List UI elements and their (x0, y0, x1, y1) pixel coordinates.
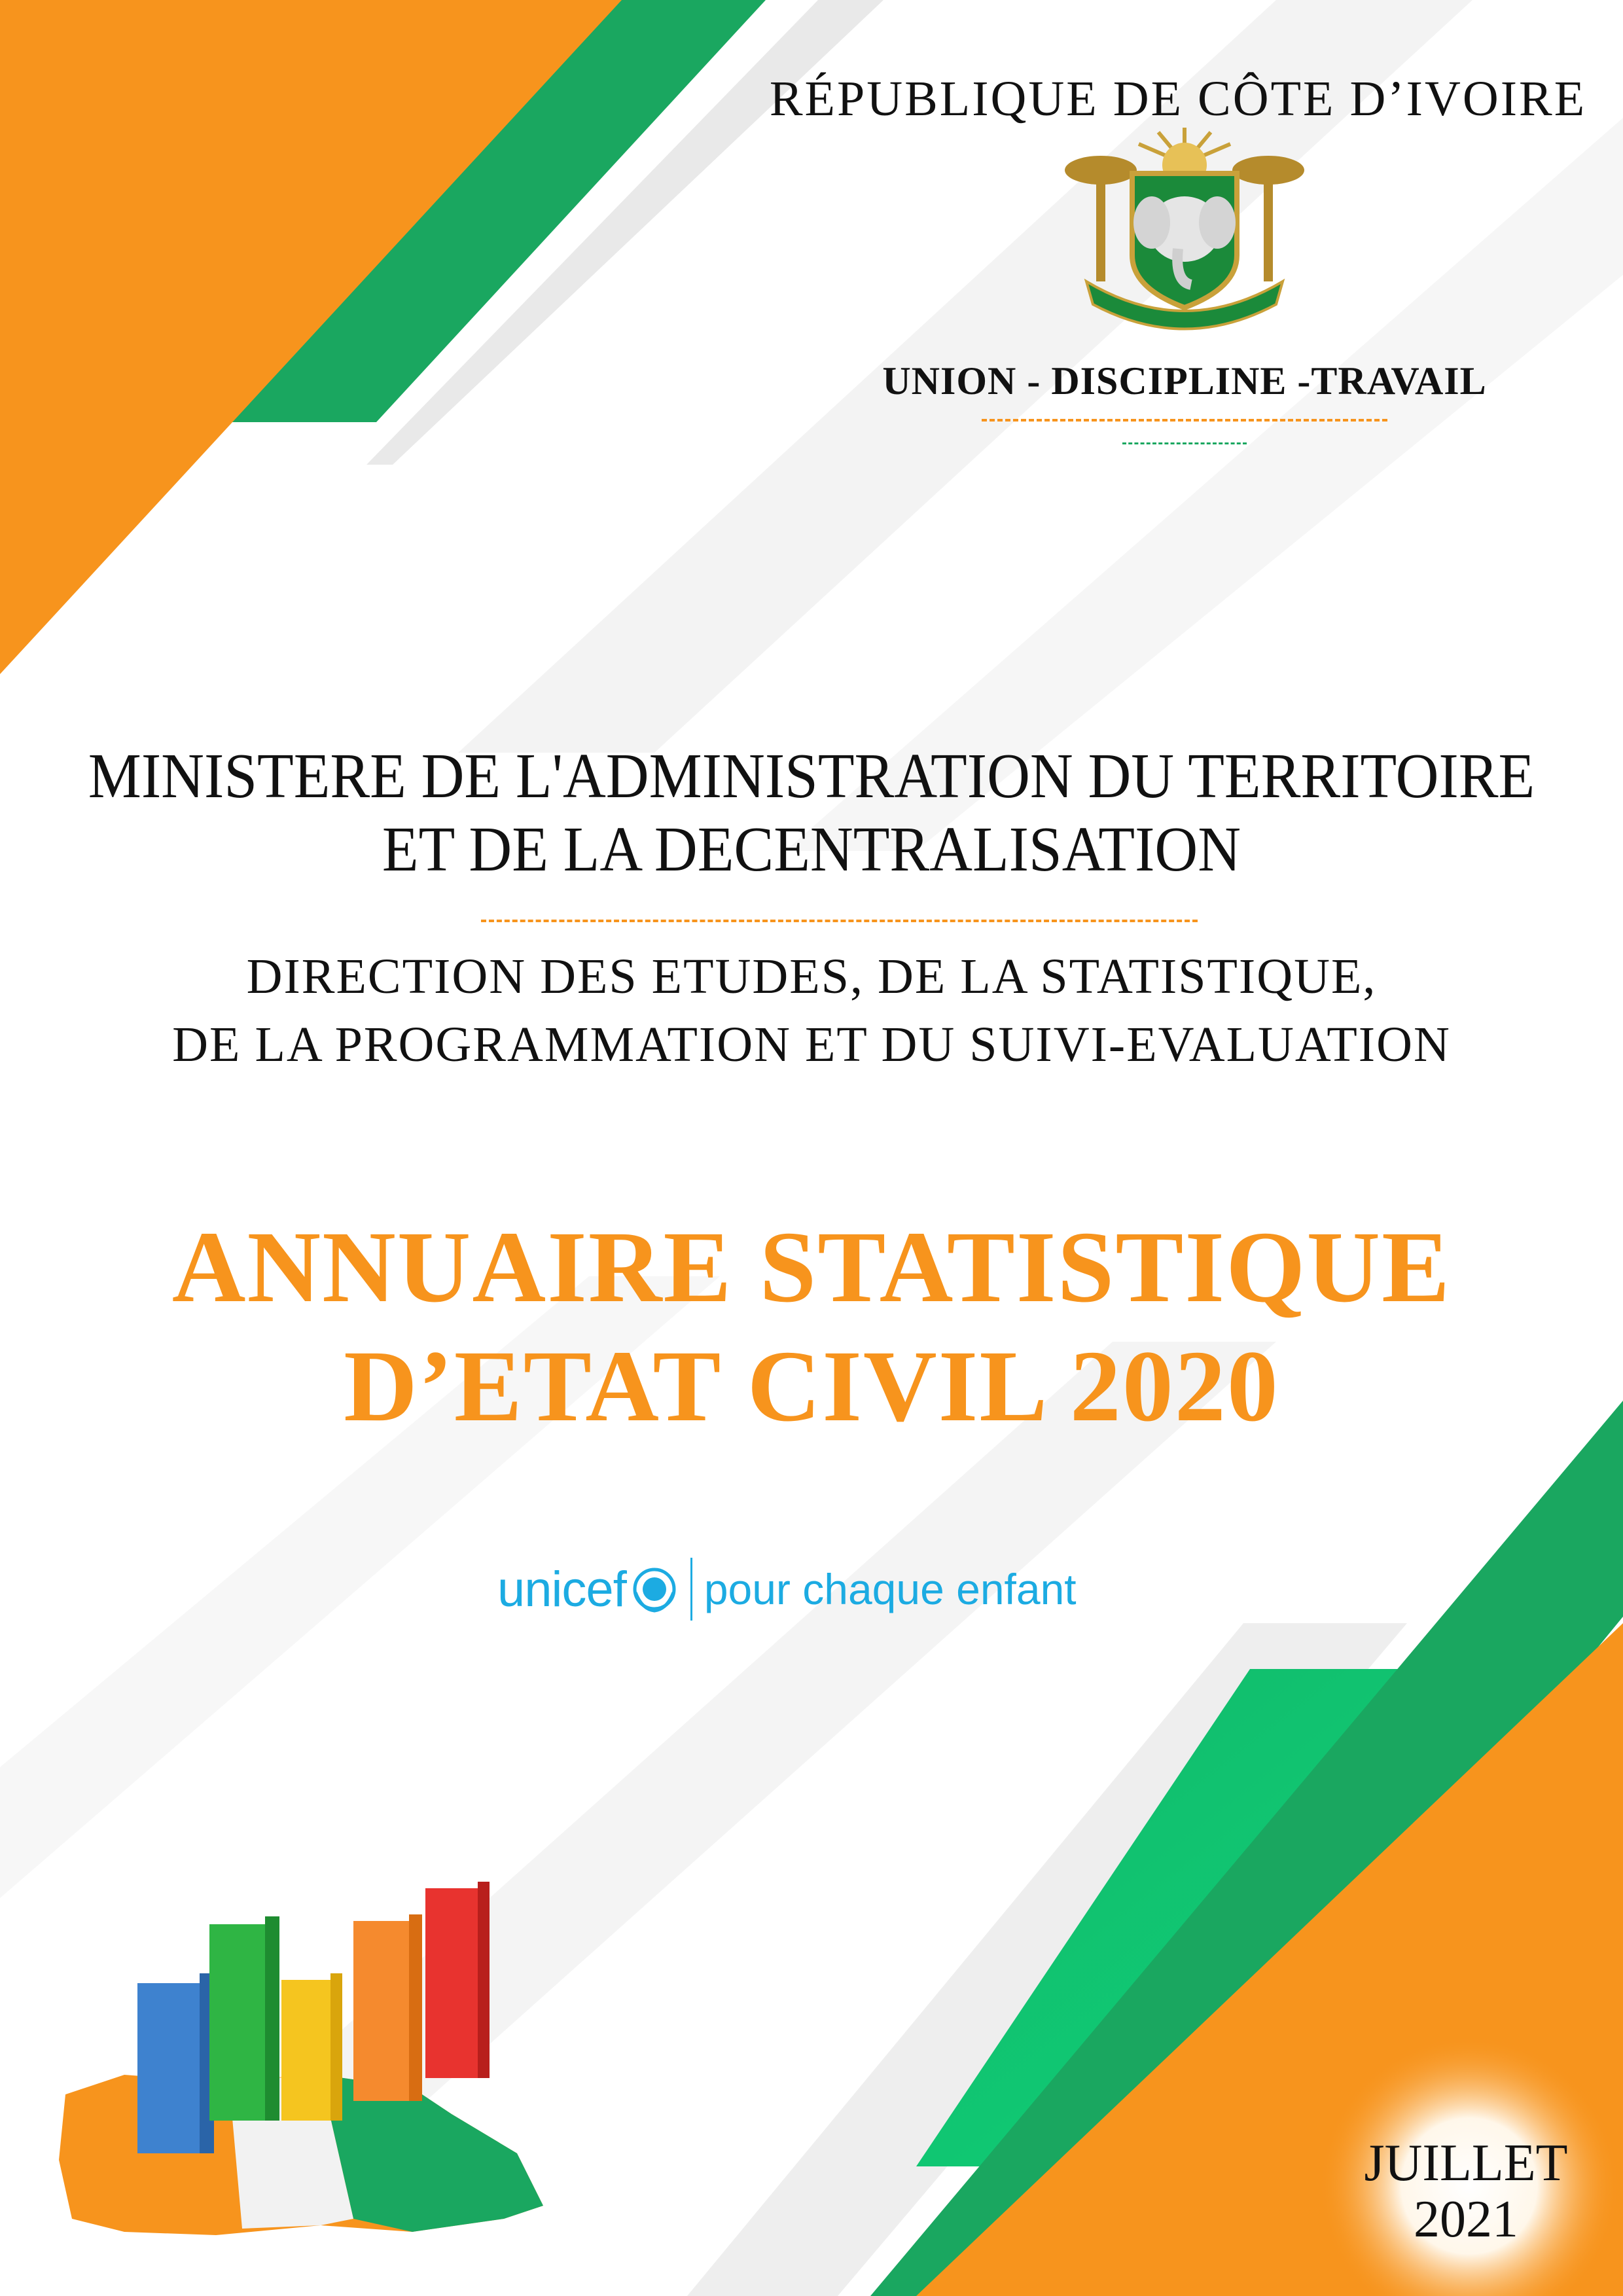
direction-line-2: DE LA PROGRAMMATION ET DU SUIVI-EVALUATION (172, 1017, 1451, 1072)
ministry-line-2: ET DE LA DECENTRALISATION (382, 814, 1241, 885)
publication-date (1348, 2135, 1584, 2248)
document-title (0, 1208, 1623, 1446)
direction-line-1: DIRECTION DES ETUDES, DE LA STATISTIQUE, (246, 949, 1377, 1004)
national-motto: UNION - DISCIPLINE -TRAVAIL (882, 359, 1487, 403)
publication-year: 2021 (1414, 2191, 1518, 2248)
bar-chart-on-map-icon (46, 1878, 556, 2245)
title-line-1: ANNUAIRE STATISTIQUE (171, 1210, 1452, 1323)
unicef-logo (497, 1558, 1077, 1621)
title-line-2: D’ETAT CIVIL 2020 (344, 1329, 1279, 1443)
motto-divider-orange (982, 419, 1387, 422)
unicef-wordmark: unicef (497, 1561, 626, 1617)
coat-of-arms-icon (1060, 124, 1309, 340)
unicef-tagline: pour chaque enfant (704, 1565, 1077, 1613)
motto-divider-green (1122, 442, 1247, 444)
ministry-divider (481, 920, 1198, 922)
top-left-orange-triangle (0, 0, 622, 674)
ministry-name (57, 740, 1566, 886)
republic-title: RÉPUBLIQUE DE CÔTE D’IVOIRE (769, 71, 1587, 126)
publication-month: JUILLET (1364, 2134, 1568, 2192)
unicef-emblem-icon (629, 1564, 680, 1615)
unicef-separator (690, 1558, 692, 1621)
ministry-line-1: MINISTERE DE L'ADMINISTRATION DU TERRITOIRE (88, 741, 1535, 812)
direction-name (0, 942, 1623, 1079)
